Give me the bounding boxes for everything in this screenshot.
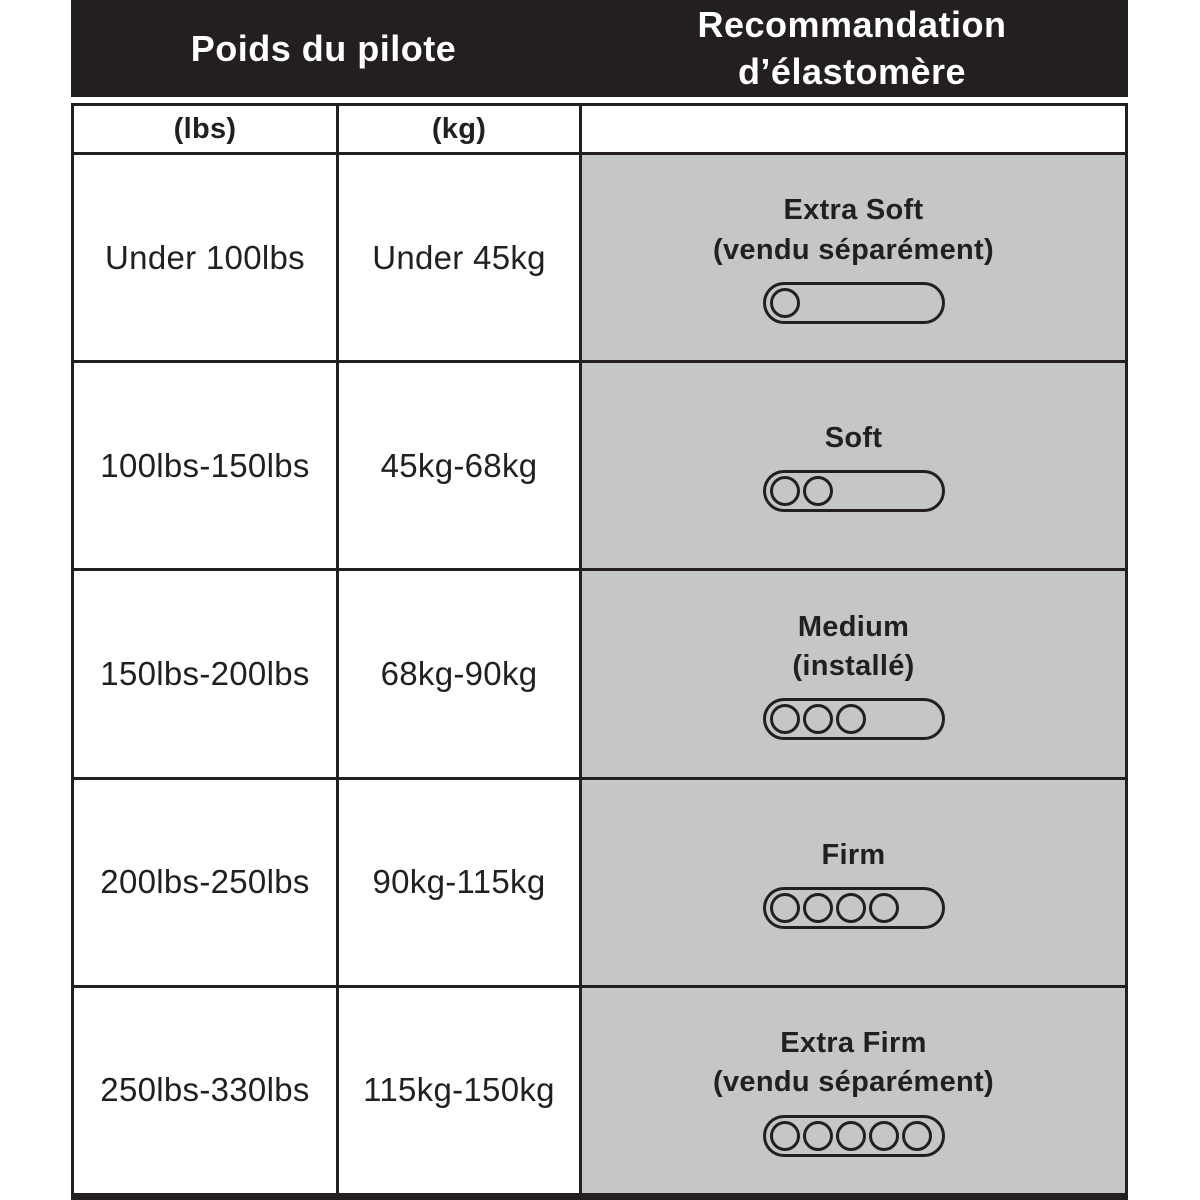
elastomer-label: Firm: [821, 838, 886, 871]
elastomer-circle-icon: [803, 476, 833, 506]
elastomer-sublabel: (vendu séparément): [713, 233, 994, 266]
elastomer-circle-icon: [803, 1121, 833, 1151]
elastomer-circle-icon: [836, 1121, 866, 1151]
table-header-bar: [71, 0, 1128, 97]
elastomer-pill-graphic: [763, 698, 945, 740]
elastomer-circle-icon: [902, 1121, 932, 1151]
weight-elastomer-table: [71, 0, 1128, 1200]
weight-kg-cell: Under 45kg: [339, 155, 579, 360]
elastomer-pill-graphic: [763, 282, 945, 324]
elastomer-circle-icon: [836, 893, 866, 923]
elastomer-circle-icon: [770, 704, 800, 734]
weight-lbs-cell: 200lbs-250lbs: [74, 780, 336, 985]
weight-lbs-cell: 150lbs-200lbs: [74, 571, 336, 776]
rider-weight-header-label: Poids du pilote: [190, 27, 457, 69]
elastomer-pill-graphic: [763, 1115, 945, 1157]
elastomer-recommendation-header-label: Recommandation d’élastomère: [697, 3, 1007, 92]
recommendation-cell: [582, 780, 1125, 985]
weight-lbs-cell: 250lbs-330lbs: [74, 988, 336, 1193]
weight-kg-cell: 115kg-150kg: [339, 988, 579, 1193]
elastomer-label: Extra Soft: [783, 194, 924, 227]
elastomer-pill-graphic: [763, 470, 945, 512]
elastomer-label: Soft: [824, 422, 883, 455]
weight-kg-cell: 90kg-115kg: [339, 780, 579, 985]
elastomer-recommendation-header: [576, 2, 1128, 96]
recommendation-cell: [582, 363, 1125, 568]
elastomer-circle-icon: [869, 893, 899, 923]
weight-lbs-cell: Under 100lbs: [74, 155, 336, 360]
elastomer-circle-icon: [770, 288, 800, 318]
lbs-column-header: (lbs): [74, 106, 336, 152]
kg-column-header: (kg): [339, 106, 579, 152]
weight-kg-cell: 68kg-90kg: [339, 571, 579, 776]
elastomer-label: Medium: [797, 610, 910, 643]
elastomer-sublabel: (installé): [792, 649, 915, 682]
elastomer-label: Extra Firm: [780, 1027, 927, 1060]
weight-kg-cell: 45kg-68kg: [339, 363, 579, 568]
recommendation-column-header-empty: [582, 106, 1125, 152]
recommendation-cell: [582, 988, 1125, 1193]
weight-lbs-cell: 100lbs-150lbs: [74, 363, 336, 568]
recommendation-cell: [582, 155, 1125, 360]
table-grid: [71, 103, 1128, 1200]
elastomer-sublabel: (vendu séparément): [713, 1066, 994, 1099]
elastomer-pill-graphic: [763, 887, 945, 929]
elastomer-circle-icon: [770, 476, 800, 506]
elastomer-circle-icon: [770, 1121, 800, 1151]
elastomer-circle-icon: [770, 893, 800, 923]
elastomer-circle-icon: [803, 704, 833, 734]
elastomer-circle-icon: [869, 1121, 899, 1151]
recommendation-cell: [582, 571, 1125, 776]
elastomer-circle-icon: [836, 704, 866, 734]
rider-weight-header: [71, 28, 576, 70]
elastomer-circle-icon: [803, 893, 833, 923]
